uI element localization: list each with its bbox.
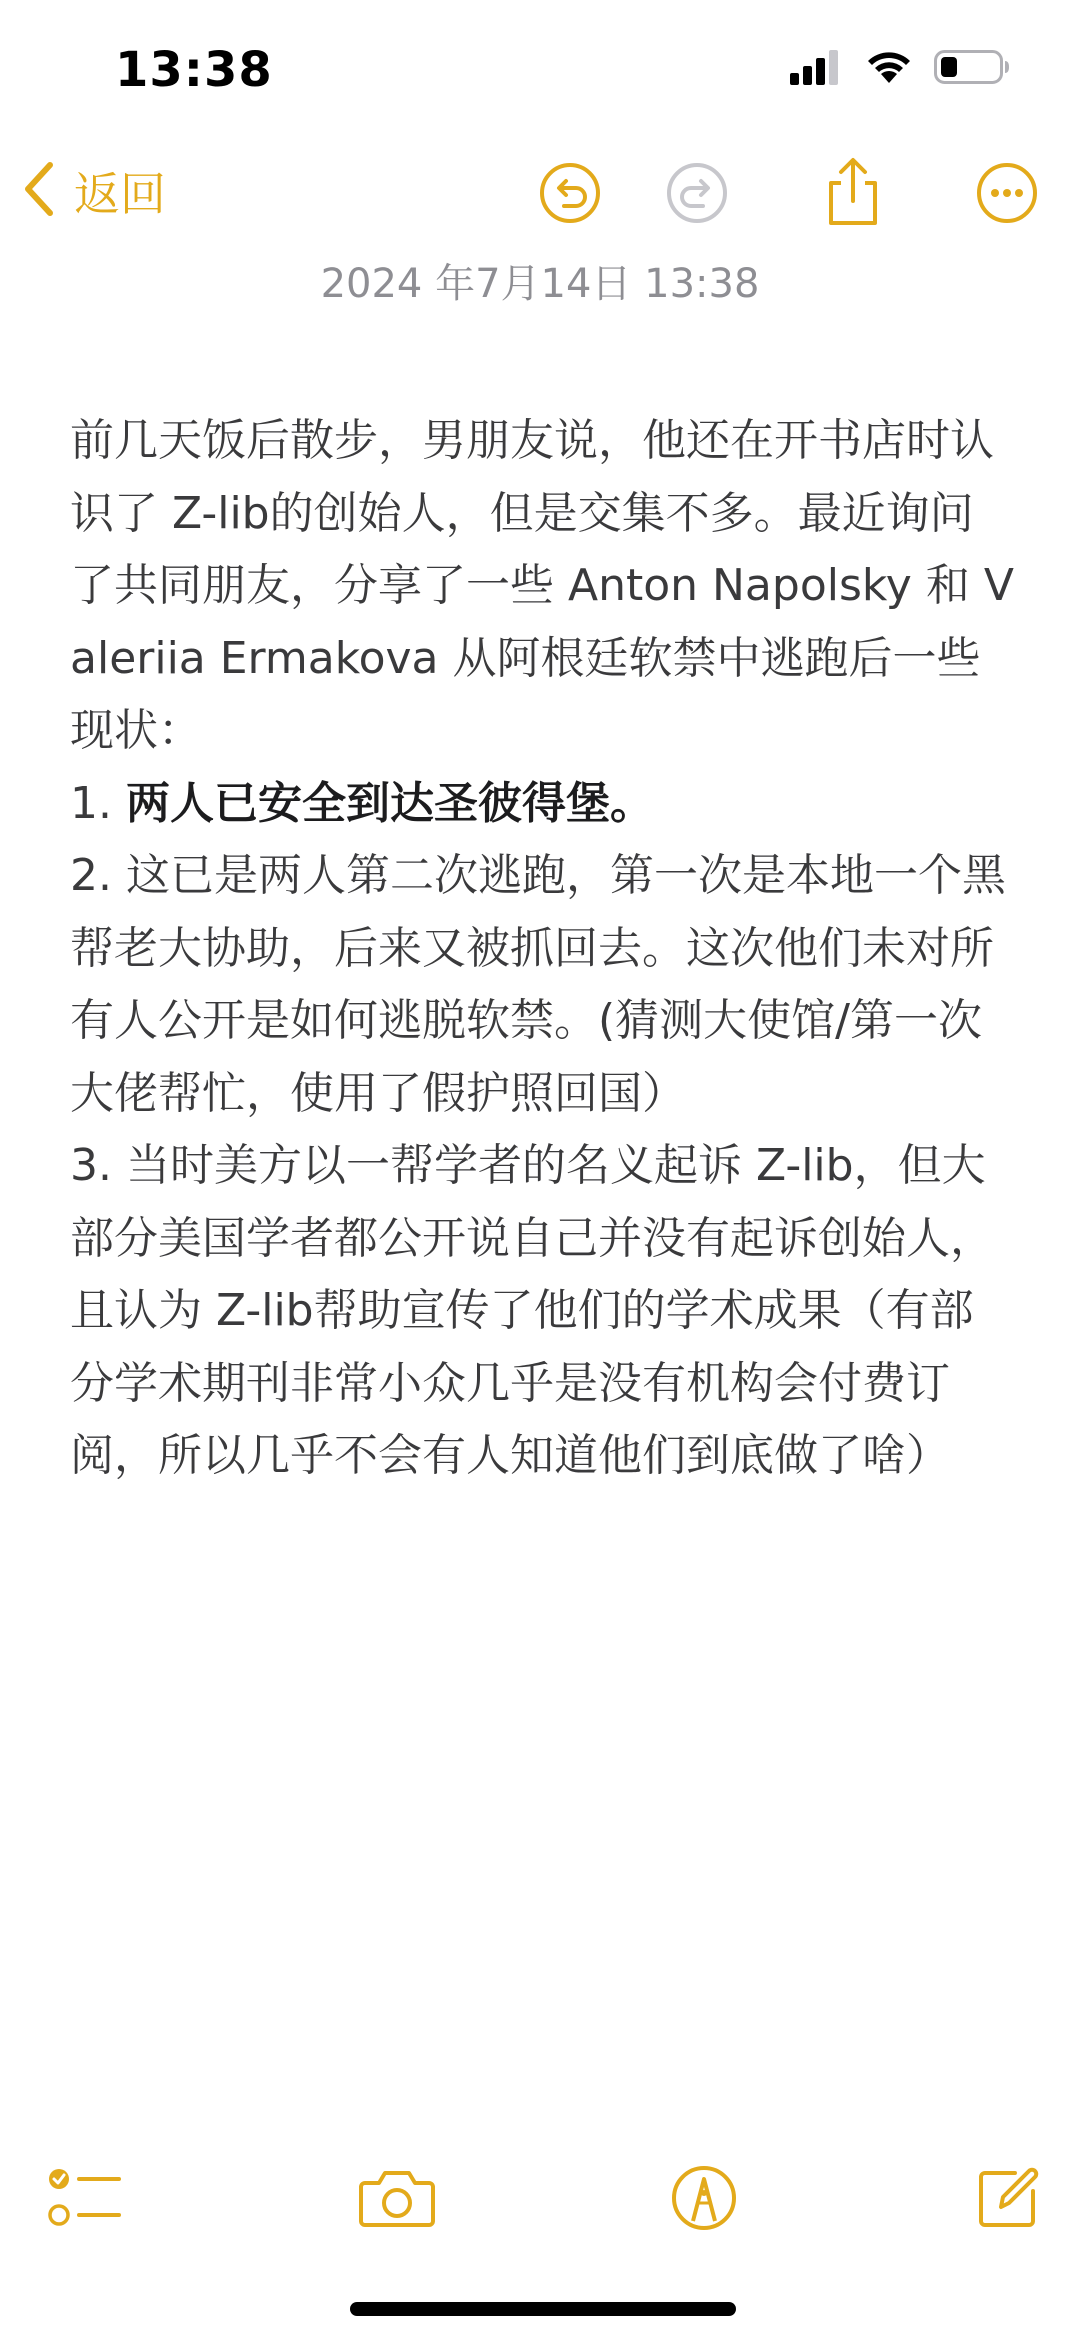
redo-icon	[665, 161, 729, 229]
status-icons	[790, 48, 1010, 90]
status-bar	[0, 0, 1080, 140]
chevron-left-icon	[22, 161, 56, 221]
note-item-2: 2. 这已是两人第二次逃跑，第一次是本地一个黑帮老大协助，后来又被抓回去。这次他们未对所有人公开是如何逃脱软禁。(猜测大使馆/第一次大佬帮忙，使用了假护照回国）	[70, 850, 1006, 1119]
share-button[interactable]	[808, 150, 898, 240]
undo-button[interactable]	[525, 150, 615, 240]
cellular-signal-icon	[790, 49, 844, 89]
more-icon	[975, 161, 1039, 229]
checklist-button[interactable]	[35, 2150, 135, 2250]
camera-icon	[359, 2167, 435, 2233]
note-date: 2024 年7月14日 13:38	[320, 261, 760, 307]
more-button[interactable]	[962, 150, 1052, 240]
compose-button[interactable]	[958, 2150, 1058, 2250]
markup-button[interactable]	[654, 2150, 754, 2250]
redo-button[interactable]	[652, 150, 742, 240]
note-item-3: 3. 当时美方以一帮学者的名义起诉 Z-lib，但大部分美国学者都公开说自己并没有起诉创始人，且认为 Z-lib帮助宣传了他们的学术成果（有部分学术期刊非常小众几乎是没有机构会付费订阅，所以几乎不会有人知道他们到底做了啥）	[70, 1140, 994, 1481]
camera-button[interactable]	[347, 2150, 447, 2250]
note-item-1-number: 1.	[70, 777, 126, 829]
battery-icon	[934, 48, 1010, 90]
nav-bar	[0, 150, 1080, 240]
back-button[interactable]	[22, 158, 166, 224]
status-time: 13:38	[115, 42, 273, 98]
share-icon	[823, 157, 883, 233]
bottom-toolbar	[0, 2150, 1080, 2250]
note-intro: 前几天饭后散步，男朋友说，他还在开书店时认识了 Z-lib的创始人，但是交集不多。最近询问了共同朋友，分享了一些 Anton Napolsky 和 Valeriia Ermakova 从阿根廷软禁中逃跑后一些现状：	[70, 415, 1014, 756]
note-item-1	[70, 768, 1015, 841]
compose-icon	[975, 2165, 1041, 2235]
home-indicator[interactable]	[350, 2302, 736, 2316]
checklist-icon	[47, 2165, 123, 2235]
markup-icon	[671, 2165, 737, 2235]
wifi-icon	[866, 49, 912, 89]
back-label: 返回	[74, 167, 166, 221]
note-body[interactable]	[70, 405, 1015, 1493]
undo-icon	[538, 161, 602, 229]
note-item-1-text: 两人已安全到达圣彼得堡。	[125, 777, 654, 829]
